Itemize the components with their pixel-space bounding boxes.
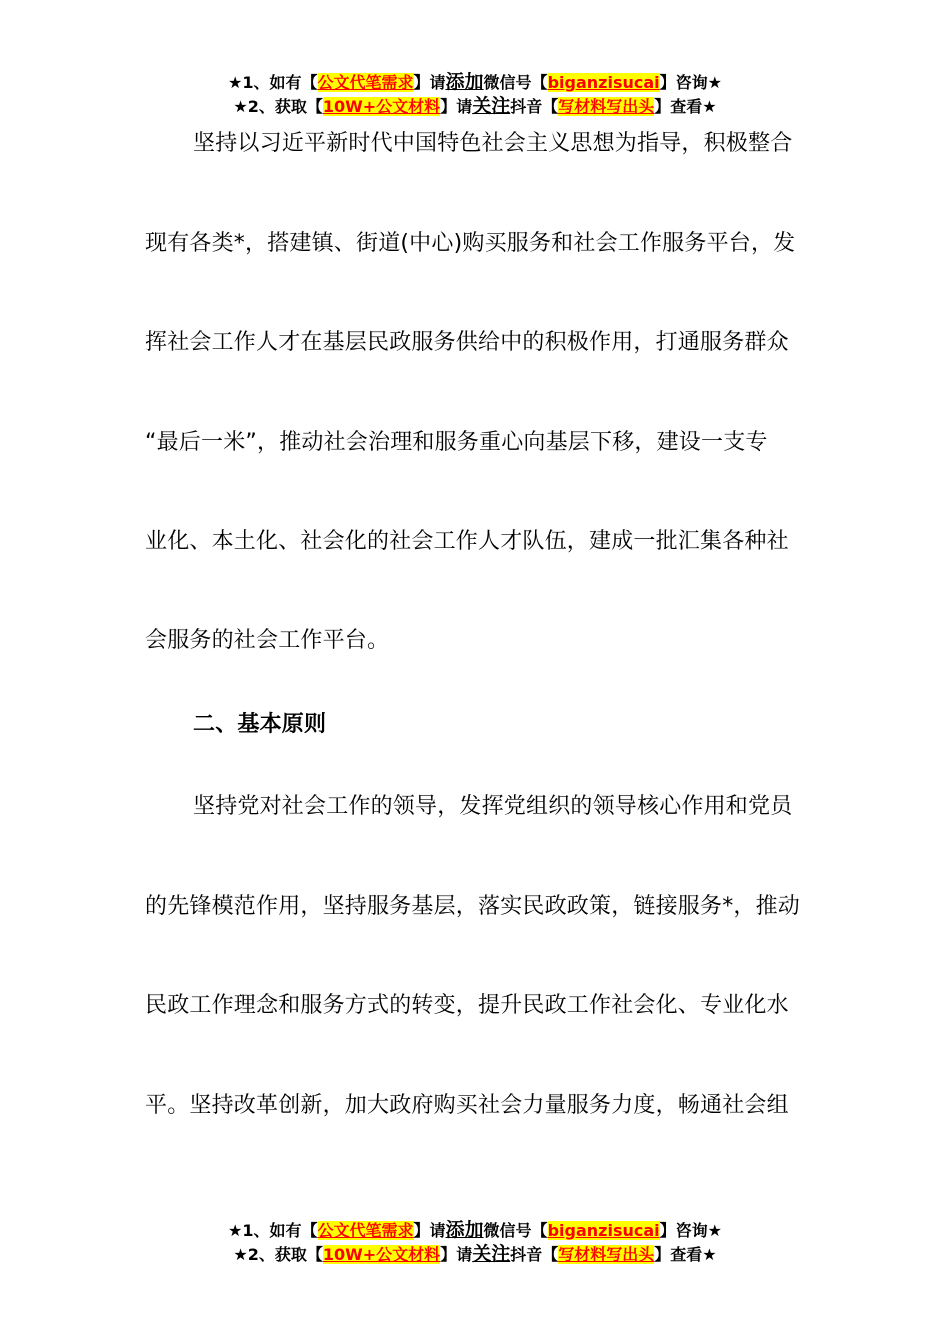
paragraph-line: 现有各类*，搭建镇、街道(中心)购买服务和社会工作服务平台，发 — [145, 231, 796, 256]
highlight-douyin-account: 写材料写出头 — [558, 97, 655, 116]
section-heading: 二、基本原则 — [193, 712, 327, 737]
highlight-materials: 10W+公文材料 — [322, 1245, 441, 1264]
banner-line-2: ★2、获取【10W+公文材料】请关注抖音【写材料写出头】查看★ — [233, 95, 717, 117]
header-banner — [0, 70, 950, 118]
paragraph-line: 的先锋模范作用，坚持服务基层，落实民政政策，链接服务*，推动 — [145, 894, 801, 919]
banner-line-1: ★1、如有【公文代笔需求】请添加微信号【biganzisucai】咨询★ — [228, 71, 722, 93]
emphasis-follow: 关注 — [472, 1243, 511, 1265]
paragraph-line: 会服务的社会工作平台。 — [145, 628, 390, 653]
highlight-wechat-id: biganzisucai — [547, 73, 660, 92]
banner-line-1: ★1、如有【公文代笔需求】请添加微信号【biganzisucai】咨询★ — [228, 1219, 722, 1241]
emphasis-add: 添加 — [445, 71, 484, 93]
highlight-service: 公文代笔需求 — [317, 73, 414, 92]
emphasis-follow: 关注 — [472, 95, 511, 117]
paragraph-line: 坚持党对社会工作的领导，发挥党组织的领导核心作用和党员 — [193, 794, 793, 819]
footer-banner — [0, 1218, 950, 1266]
paragraph-line: 坚持以习近平新时代中国特色社会主义思想为指导，积极整合 — [193, 131, 793, 156]
paragraph-line: 平。坚持改革创新，加大政府购买社会力量服务力度，畅通社会组 — [145, 1093, 789, 1118]
paragraph-line: 民政工作理念和服务方式的转变，提升民政工作社会化、专业化水 — [145, 993, 789, 1018]
highlight-wechat-id: biganzisucai — [547, 1221, 660, 1240]
paragraph-line: 挥社会工作人才在基层民政服务供给中的积极作用，打通服务群众 — [145, 330, 789, 355]
emphasis-add: 添加 — [445, 1219, 484, 1241]
highlight-service: 公文代笔需求 — [317, 1221, 414, 1240]
highlight-douyin-account: 写材料写出头 — [558, 1245, 655, 1264]
highlight-materials: 10W+公文材料 — [322, 97, 441, 116]
paragraph-line: “最后一米”，推动社会治理和服务重心向基层下移，建设一支专 — [145, 430, 768, 455]
paragraph-line: 业化、本土化、社会化的社会工作人才队伍，建成一批汇集各种社 — [145, 529, 789, 554]
banner-line-2: ★2、获取【10W+公文材料】请关注抖音【写材料写出头】查看★ — [233, 1243, 717, 1265]
